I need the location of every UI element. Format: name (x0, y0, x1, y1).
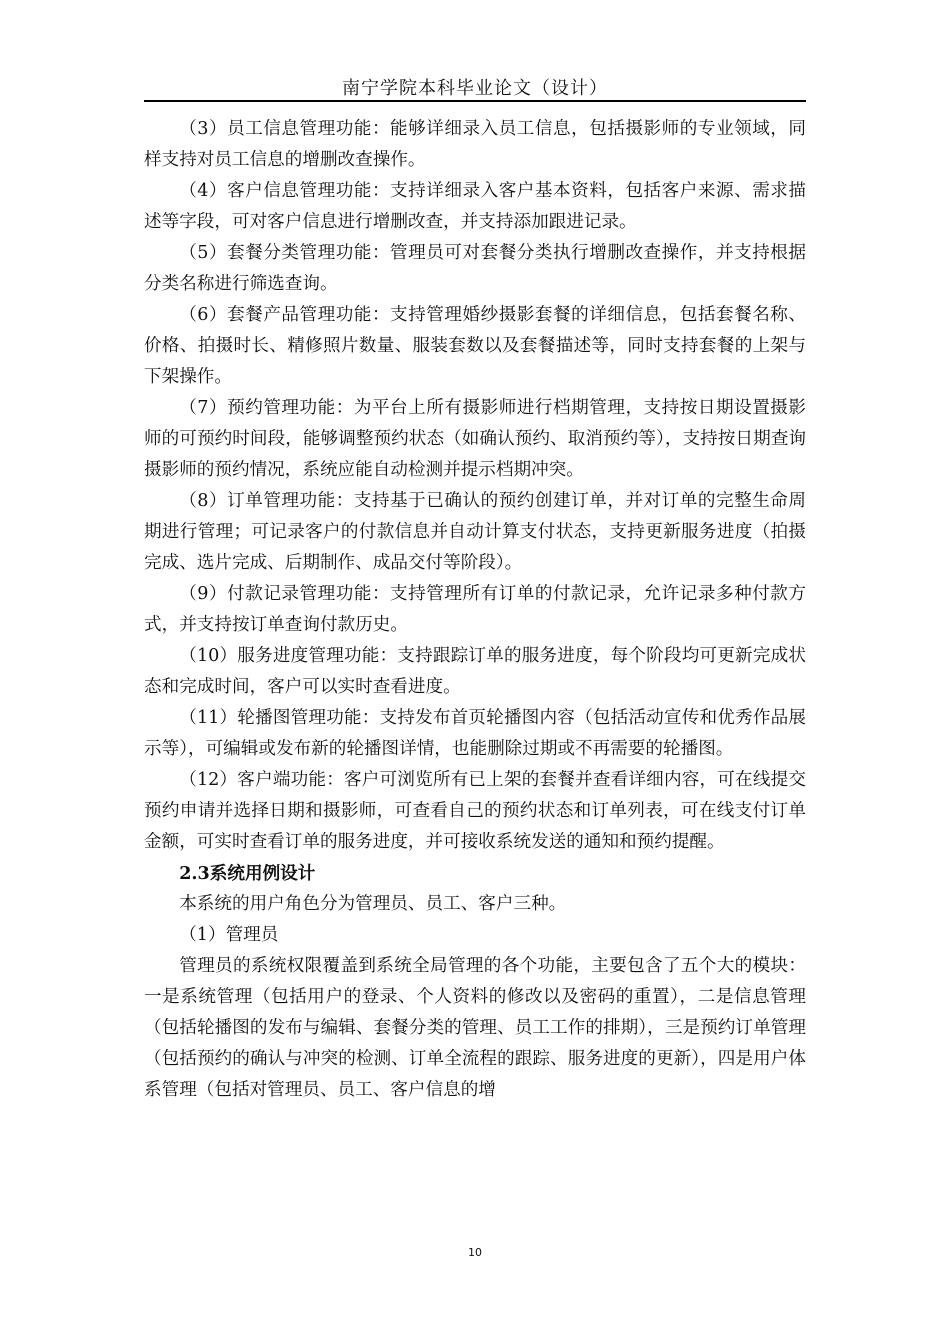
paragraph-package-product: （6）套餐产品管理功能：支持管理婚纱摄影套餐的详细信息，包括套餐名称、价格、拍摄时长、精修照片数量、服装套数以及套餐描述等，同时支持套餐的上架与下架操作。 (144, 305, 806, 387)
section-heading: 2.3系统用例设计 (179, 863, 316, 884)
paragraph-service-progress: （10）服务进度管理功能：支持跟踪订单的服务进度，每个阶段均可更新完成状态和完成时间，客户可以实时查看进度。 (144, 646, 806, 697)
page-number: 10 (468, 1246, 482, 1259)
paragraph-payment-records: （9）付款记录管理功能：支持管理所有订单的付款记录，允许记录多种付款方式，并支持按订单查询付款历史。 (144, 584, 806, 635)
subheading-admin: （1）管理员 (179, 925, 279, 945)
paragraph-package-category: （5）套餐分类管理功能：管理员可对套餐分类执行增删改查操作，并支持根据分类名称进行筛选查询。 (144, 243, 806, 294)
paragraph-client-features: （12）客户端功能：客户可浏览所有已上架的套餐并查看详细内容，可在线提交预约申请并选择日期和摄影师，可查看自己的预约状态和订单列表，可在线支付订单金额，可实时查看订单的服务进度，并可接收系统发送的通知和预约提醒。 (144, 770, 806, 852)
paragraph-order-management: （8）订单管理功能：支持基于已确认的预约创建订单，并对订单的完整生命周期进行管理；可记录客户的付款信息并自动计算支付状态，支持更新服务进度（拍摄完成、选片完成、后期制作、成品交付等阶段）。 (144, 491, 806, 573)
section-intro: 本系统的用户角色分为管理员、员工、客户三种。 (179, 894, 567, 914)
page-header-title: 南宁学院本科毕业论文（设计） (342, 78, 608, 99)
paragraph-carousel-management: （11）轮播图管理功能：支持发布首页轮播图内容（包括活动宣传和优秀作品展示等），可编辑或发布新的轮播图详情，也能删除过期或不再需要的轮播图。 (144, 708, 806, 759)
paragraph-employee-management: （3）员工信息管理功能：能够详细录入员工信息，包括摄影师的专业领域，同样支持对员工信息的增删改查操作。 (144, 119, 806, 170)
header-divider (144, 100, 806, 102)
paragraph-customer-management: （4）客户信息管理功能：支持详细录入客户基本资料，包括客户来源、需求描述等字段，可对客户信息进行增删改查，并支持添加跟进记录。 (144, 181, 806, 232)
paragraph-admin-permissions: 管理员的系统权限覆盖到系统全局管理的各个功能，主要包含了五个大的模块：一是系统管理（包括用户的登录、个人资料的修改以及密码的重置），二是信息管理（包括轮播图的发布与编辑、套餐分类的管理、员工工作的排期），三是预约订单管理（包括预约的确认与冲突的检测、订单全流程的跟踪、服务进度的更新），四是用户体系管理（包括对管理员、员工、客户信息的增 (144, 956, 806, 1100)
document-body (144, 114, 806, 1106)
paragraph-appointment-management: （7）预约管理功能：为平台上所有摄影师进行档期管理，支持按日期设置摄影师的可预约时间段，能够调整预约状态（如确认预约、取消预约等），支持按日期查询摄影师的预约情况，系统应能自动检测并提示档期冲突。 (144, 398, 806, 480)
